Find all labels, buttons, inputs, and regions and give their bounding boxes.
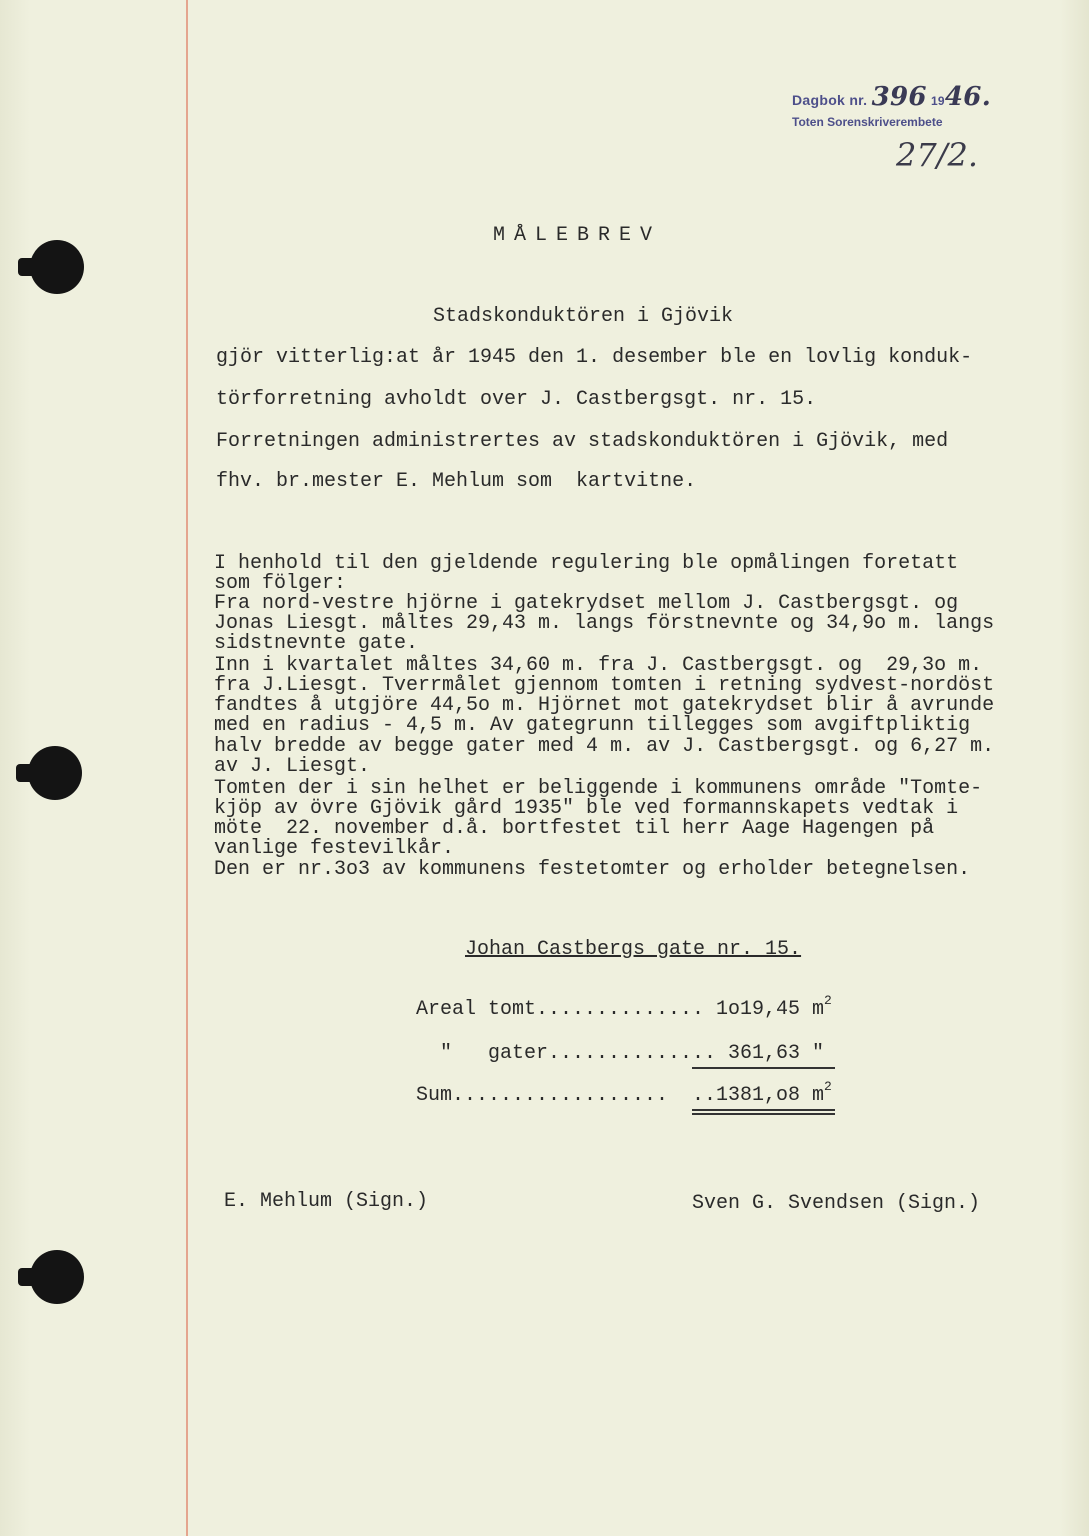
body-line-11: av J. Liesgt. [214, 755, 371, 778]
punch-hole-middle [28, 746, 82, 800]
margin-line [186, 0, 188, 1536]
stamp-label: Dagbok nr. [792, 92, 868, 108]
stamp-year-prefix: 19 [930, 94, 945, 108]
signature-left: E. Mehlum (Sign.) [224, 1190, 429, 1213]
area-row-3-label: Sum.................. [416, 1084, 669, 1107]
area-row-3-number: ..1381,o8 m [692, 1084, 825, 1107]
intro-line-1: gjör vitterlig:at år 1945 den 1. desember ble en lovlig konduk- [216, 346, 973, 369]
area-row-3-value [692, 1079, 832, 1107]
body-line-5: sidstnevnte gate. [214, 632, 419, 655]
body-line-2: som fölger: [214, 572, 347, 595]
punch-hole-bottom [30, 1250, 84, 1304]
body-line-14: möte 22. november d.å. bortfestet til herr Aage Hagengen på [214, 817, 935, 840]
area-row-2-value: .. 361,63 " [692, 1042, 825, 1065]
stamp-year-suffix: 46. [944, 82, 992, 112]
area-row-2-label: " gater............ [440, 1042, 693, 1065]
stamp-date: 27/2. [896, 136, 979, 174]
body-line-6: Inn i kvartalet måltes 34,60 m. fra J. Castbergsgt. og 29,3o m. [214, 654, 983, 677]
area-row-3-double-underline [692, 1113, 835, 1115]
body-line-3: Fra nord-vestre hjörne i gatekrydset mellom J. Castbergsgt. og [214, 592, 959, 615]
body-line-1: I henhold til den gjeldende regulering ble opmålingen foretatt [214, 552, 959, 575]
area-row-2-underline [692, 1067, 835, 1069]
stamp-number: 396 [871, 82, 927, 112]
body-line-16: Den er nr.3o3 av kommunens festetomter og erholder betegnelsen. [214, 858, 971, 881]
area-row-1-value [716, 993, 832, 1021]
area-row-3-underline [692, 1109, 835, 1111]
body-line-13: kjöp av övre Gjövik gård 1935" ble ved formannskapets vedtak i [214, 797, 959, 820]
body-line-7: fra J.Liesgt. Tverrmålet gjennom tomten i retning sydvest-nordöst [214, 674, 995, 697]
signature-right: Sven G. Svendsen (Sign.) [692, 1192, 981, 1215]
body-line-4: Jonas Liesgt. måltes 29,43 m. langs förstnevnte og 34,9o m. langs [214, 612, 995, 635]
heading: Stadskonduktören i Gjövik [433, 305, 734, 328]
area-row-1-number: 1o19,45 m [716, 998, 825, 1021]
body-line-10: halv bredde av begge gater med 4 m. av J. Castbergsgt. og 6,27 m. [214, 735, 995, 758]
intro-line-3: Forretningen administrertes av stadskonduktören i Gjövik, med [216, 430, 949, 453]
body-line-12: Tomten der i sin helhet er beliggende i kommunens område "Tomte- [214, 777, 983, 800]
area-row-3-sup: 2 [824, 1079, 832, 1094]
punch-hole-top [30, 240, 84, 294]
registry-stamp [792, 82, 991, 129]
property-title: Johan Castbergs gate nr. 15. [465, 938, 802, 961]
stamp-office: Toten Sorenskriverembete [792, 115, 943, 129]
intro-line-4: fhv. br.mester E. Mehlum som kartvitne. [216, 470, 697, 493]
body-line-9: med en radius - 4,5 m. Av gategrunn tillegges som avgiftpliktig [214, 714, 971, 737]
intro-line-2: törforretning avholdt over J. Castbergsgt. nr. 15. [216, 388, 817, 411]
area-row-1-label: Areal tomt.............. [416, 998, 705, 1021]
body-line-8: fandtes å utgjöre 44,5o m. Hjörnet mot gatekrydset blir å avrunde [214, 694, 995, 717]
area-row-1-sup: 2 [824, 993, 832, 1008]
body-line-15: vanlige festevilkår. [214, 837, 455, 860]
document-title: MÅLEBREV [493, 224, 662, 247]
